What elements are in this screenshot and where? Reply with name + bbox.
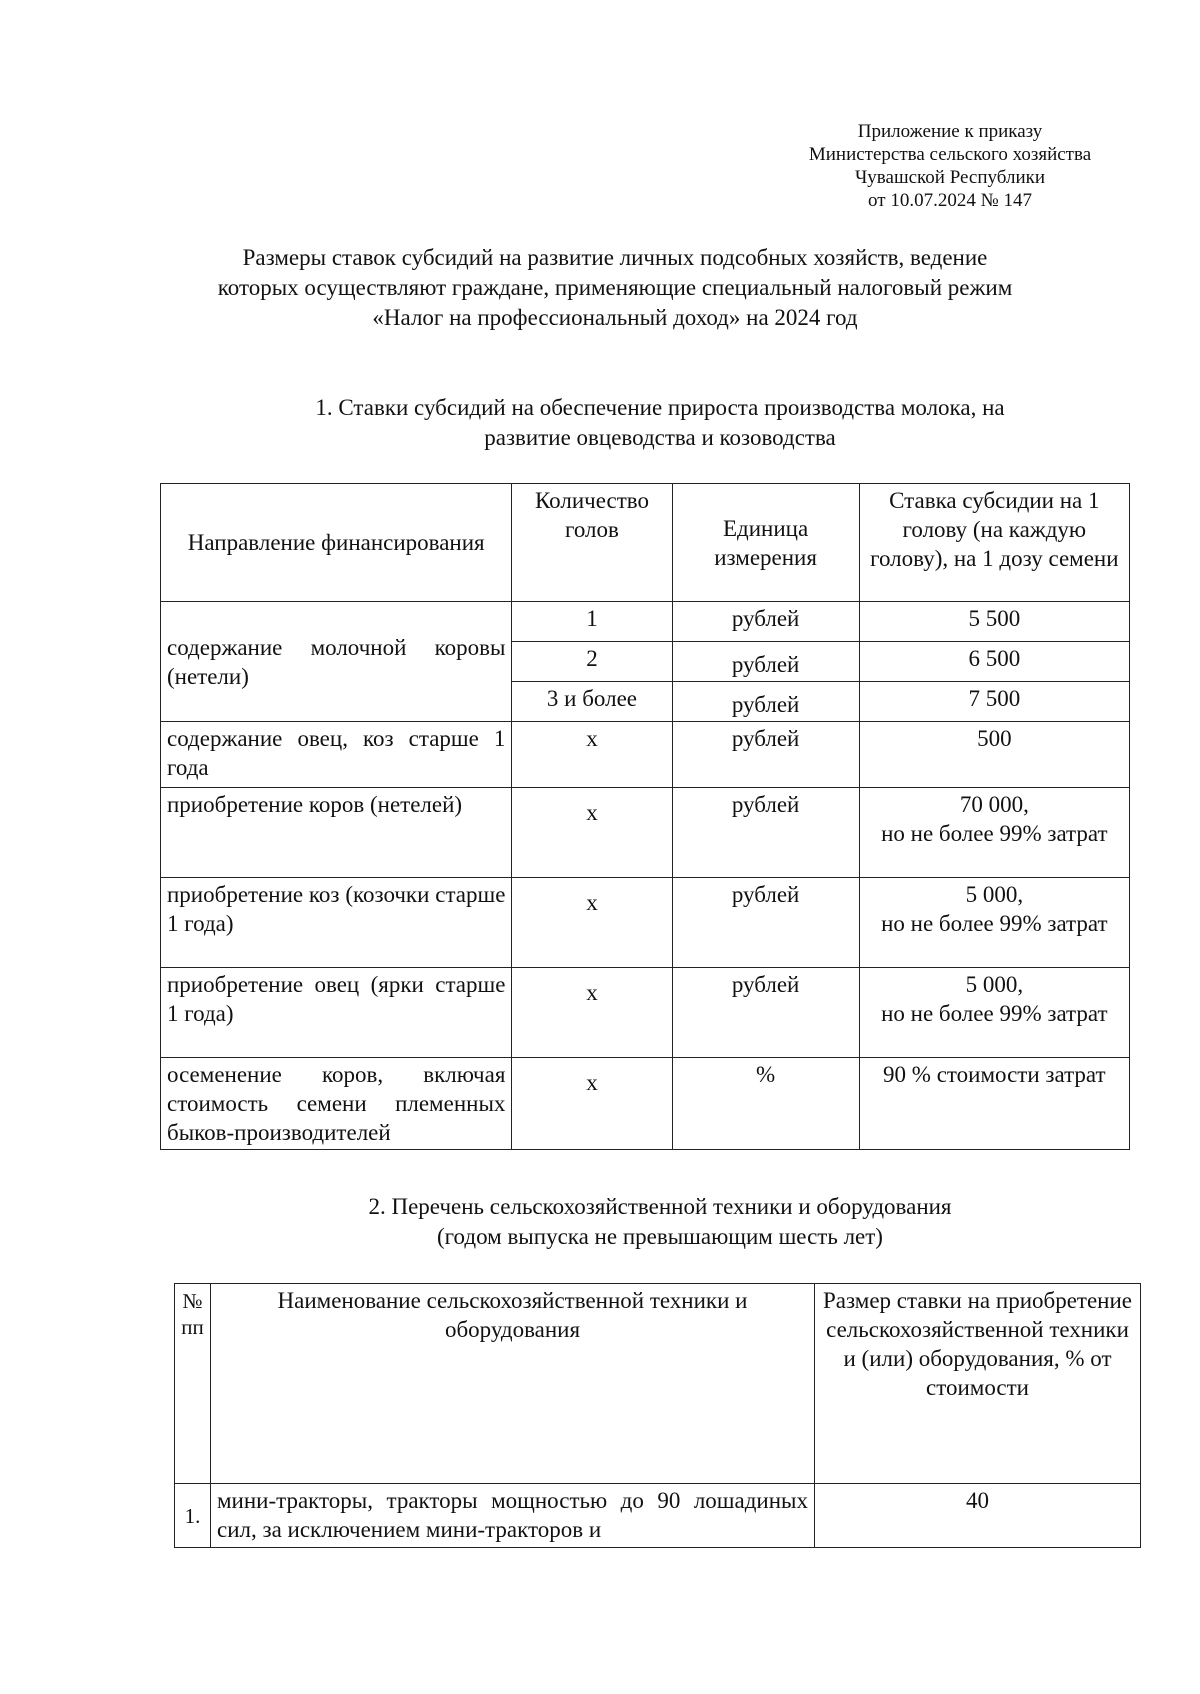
cell-unit: рублей: [672, 878, 859, 968]
cell-rate: [859, 968, 1129, 1058]
header-unit: Единица измерения: [672, 484, 859, 602]
header-num: № пп: [175, 1284, 211, 1484]
section-heading-line: 2. Перечень сельскохозяйственной техники и оборудования: [368, 1194, 952, 1219]
cell-rate: [859, 1058, 1129, 1150]
cell-num: 1.: [175, 1484, 211, 1548]
title-line: «Налог на профессиональный доход» на 2024 год: [372, 305, 858, 330]
header-direction: Направление финансирования: [161, 484, 512, 602]
annex-line: Министерства сельского хозяйства: [808, 144, 1092, 165]
annex-header: [770, 120, 1130, 212]
header-rate: Ставка субсидии на 1 голову (на каждую голову), на 1 дозу семени: [859, 484, 1129, 602]
rate-value: 90 % стоимости затрат: [883, 1062, 1106, 1087]
cell-direction: осеменение коров, включая стоимость семени племенных быков-производителей: [161, 1058, 512, 1150]
section-heading-line: 1. Ставки субсидий на обеспечение прироста производства молока, на: [315, 395, 1005, 420]
rate-note: но не более 99% затрат: [881, 821, 1108, 846]
cell-unit: рублей: [672, 968, 859, 1058]
header-name: Наименование сельскохозяйственной техники и оборудования: [211, 1284, 815, 1484]
subsidy-rates-table: [160, 483, 1130, 1150]
title-line: которых осуществляют граждане, применяющие специальный налоговый режим: [217, 275, 1013, 300]
cell-direction: содержание овец, коз старше 1 года: [161, 722, 512, 788]
cell-heads: х: [512, 968, 672, 1058]
document-title: [130, 243, 1100, 333]
cell-direction: приобретение коз (козочки старше 1 года): [161, 878, 512, 968]
cell-rate: 7 500: [859, 682, 1129, 722]
cell-unit: рублей: [672, 788, 859, 878]
cell-unit: рублей: [672, 722, 859, 788]
table-row: [161, 878, 1130, 968]
cell-rate: 6 500: [859, 642, 1129, 682]
annex-line: Чувашской Республики: [854, 167, 1046, 188]
table-row: [175, 1484, 1141, 1548]
cell-rate: [859, 722, 1129, 788]
header-heads: Количество голов: [512, 484, 672, 602]
title-line: Размеры ставок субсидий на развитие личных подсобных хозяйств, ведение: [242, 245, 988, 270]
cell-unit: %: [672, 1058, 859, 1150]
cell-rate: 40: [815, 1484, 1141, 1548]
cell-heads: х: [512, 1058, 672, 1150]
cell-heads: 3 и более: [512, 682, 672, 722]
header-rate: Размер ставки на приобретение сельскохозяйственной техники и (или) оборудования, % от стоимости: [815, 1284, 1141, 1484]
rate-value: 500: [977, 726, 1012, 751]
cell-heads: 1: [512, 602, 672, 642]
table-row: [161, 968, 1130, 1058]
cell-heads: 2: [512, 642, 672, 682]
cell-rate: [859, 788, 1129, 878]
section-1-heading: [200, 393, 1120, 453]
cell-rate: 5 500: [859, 602, 1129, 642]
rate-value: 5 000,: [965, 972, 1024, 997]
rate-note: но не более 99% затрат: [881, 911, 1108, 936]
table-header-row: [175, 1284, 1141, 1484]
cell-heads: х: [512, 878, 672, 968]
cell-unit: рублей: [672, 602, 859, 642]
table-row: [161, 1058, 1130, 1150]
annex-line: Приложение к приказу: [857, 121, 1043, 142]
cell-heads: х: [512, 722, 672, 788]
cell-name: мини-тракторы, тракторы мощностью до 90 лошадиных сил, за исключением мини-тракторов и: [211, 1484, 815, 1548]
section-heading-line: развитие овцеводства и козоводства: [484, 425, 836, 450]
cell-direction: приобретение коров (нетелей): [161, 788, 512, 878]
equipment-table: [174, 1283, 1141, 1548]
cell-unit: рублей: [672, 642, 859, 682]
table-row: [161, 788, 1130, 878]
table-header-row: [161, 484, 1130, 602]
annex-date-number: от 10.07.2024 № 147: [868, 190, 1032, 211]
cell-heads: х: [512, 788, 672, 878]
table-row: [161, 722, 1130, 788]
cell-rate: [859, 878, 1129, 968]
rate-value: 5 000,: [965, 882, 1024, 907]
cell-direction: приобретение овец (ярки старше 1 года): [161, 968, 512, 1058]
section-heading-line: (годом выпуска не превышающим шесть лет): [437, 1224, 883, 1249]
cell-unit: рублей: [672, 682, 859, 722]
rate-note: но не более 99% затрат: [881, 1001, 1108, 1026]
table-row: [161, 602, 1130, 642]
section-2-heading: [250, 1192, 1070, 1252]
rate-value: 70 000,: [959, 792, 1029, 817]
cell-direction: содержание молочной коровы (нетели): [161, 602, 512, 722]
